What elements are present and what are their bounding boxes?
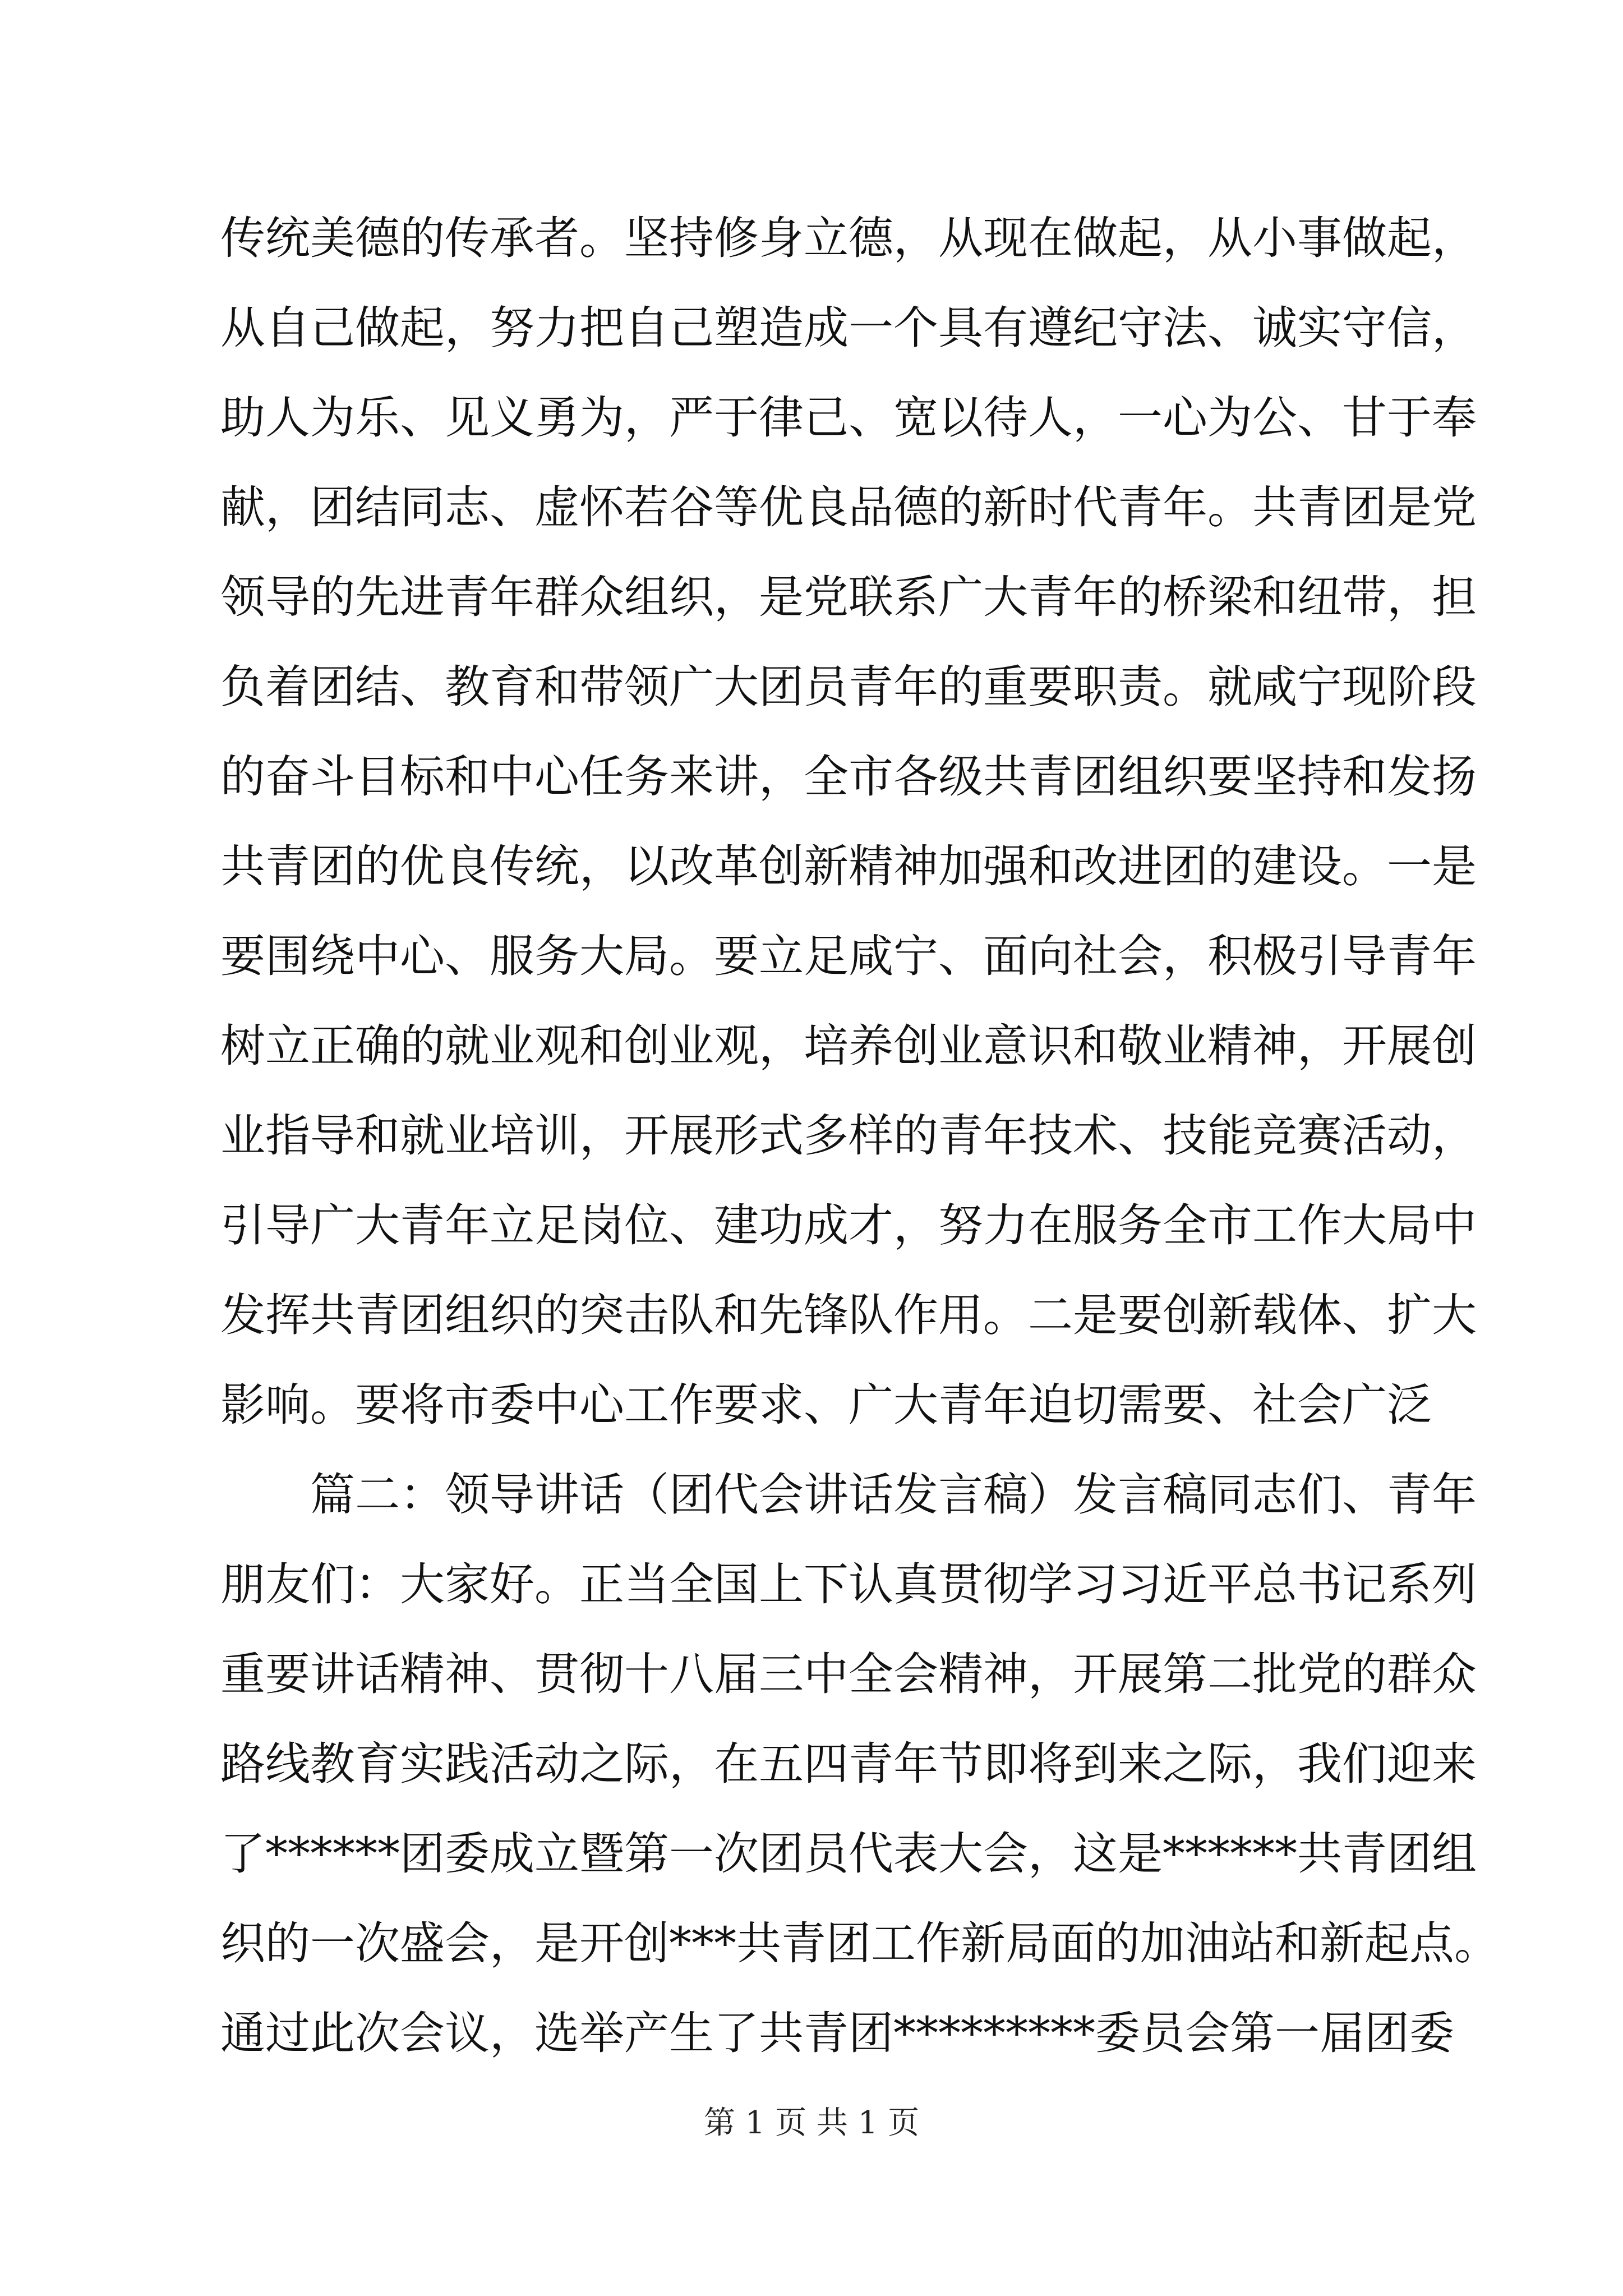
text-line: 朋友们：大家好。正当全国上下认真贯彻学习习近平总书记系列 [220,1558,1477,1611]
text-line: 领导的先进青年群众组织，是党联系广大青年的桥梁和纽带，担 [220,571,1477,623]
text-line-section-start: 篇二：领导讲话（团代会讲话发言稿）发言稿同志们、青年 [310,1469,1477,1521]
text-line: 从自己做起，努力把自己塑造成一个具有遵纪守法、诚实守信， [220,302,1477,354]
text-line: 献，团结同志、虚怀若谷等优良品德的新时代青年。共青团是党 [220,481,1477,533]
text-line: 通过此次会议，选举产生了共青团*********委员会第一届团委 [220,2007,1454,2059]
text-line: 共青团的优良传统，以改革创新精神加强和改进团的建设。一是 [220,840,1477,892]
text-line: 负着团结、教育和带领广大团员青年的重要职责。就咸宁现阶段 [220,661,1477,713]
text-line-paragraph-end: 影响。要将市委中心工作要求、广大青年迫切需要、社会广泛 [220,1379,1432,1431]
page-footer: 第 1 页 共 1 页 [703,2105,920,2141]
text-line: 路线教育实践活动之际，在五四青年节即将到来之际，我们迎来 [220,1738,1477,1790]
text-line: 重要讲话精神、贯彻十八届三中全会精神，开展第二批党的群众 [220,1648,1477,1700]
text-line: 的奋斗目标和中心任务来讲，全市各级共青团组织要坚持和发扬 [220,751,1477,803]
text-line: 业指导和就业培训，开展形式多样的青年技术、技能竞赛活动， [220,1110,1477,1162]
body-text [220,194,1499,2078]
text-line: 发挥共青团组织的突击队和先锋队作用。二是要创新载体、扩大 [220,1289,1477,1341]
text-line: 引导广大青年立足岗位、建功成才，努力在服务全市工作大局中 [220,1199,1477,1251]
text-line: 要围绕中心、服务大局。要立足咸宁、面向社会，积极引导青年 [220,930,1477,982]
text-line: 树立正确的就业观和创业观，培养创业意识和敬业精神，开展创 [220,1020,1477,1072]
text-line: 助人为乐、见义勇为，严于律己、宽以待人，一心为公、甘于奉 [220,392,1477,444]
text-line: 传统美德的传承者。坚持修身立德，从现在做起，从小事做起， [220,212,1477,264]
text-line: 了******团委成立暨第一次团员代表大会，这是******共青团组 [220,1828,1477,1880]
text-line: 织的一次盛会，是开创***共青团工作新局面的加油站和新起点。 [220,1917,1499,1970]
